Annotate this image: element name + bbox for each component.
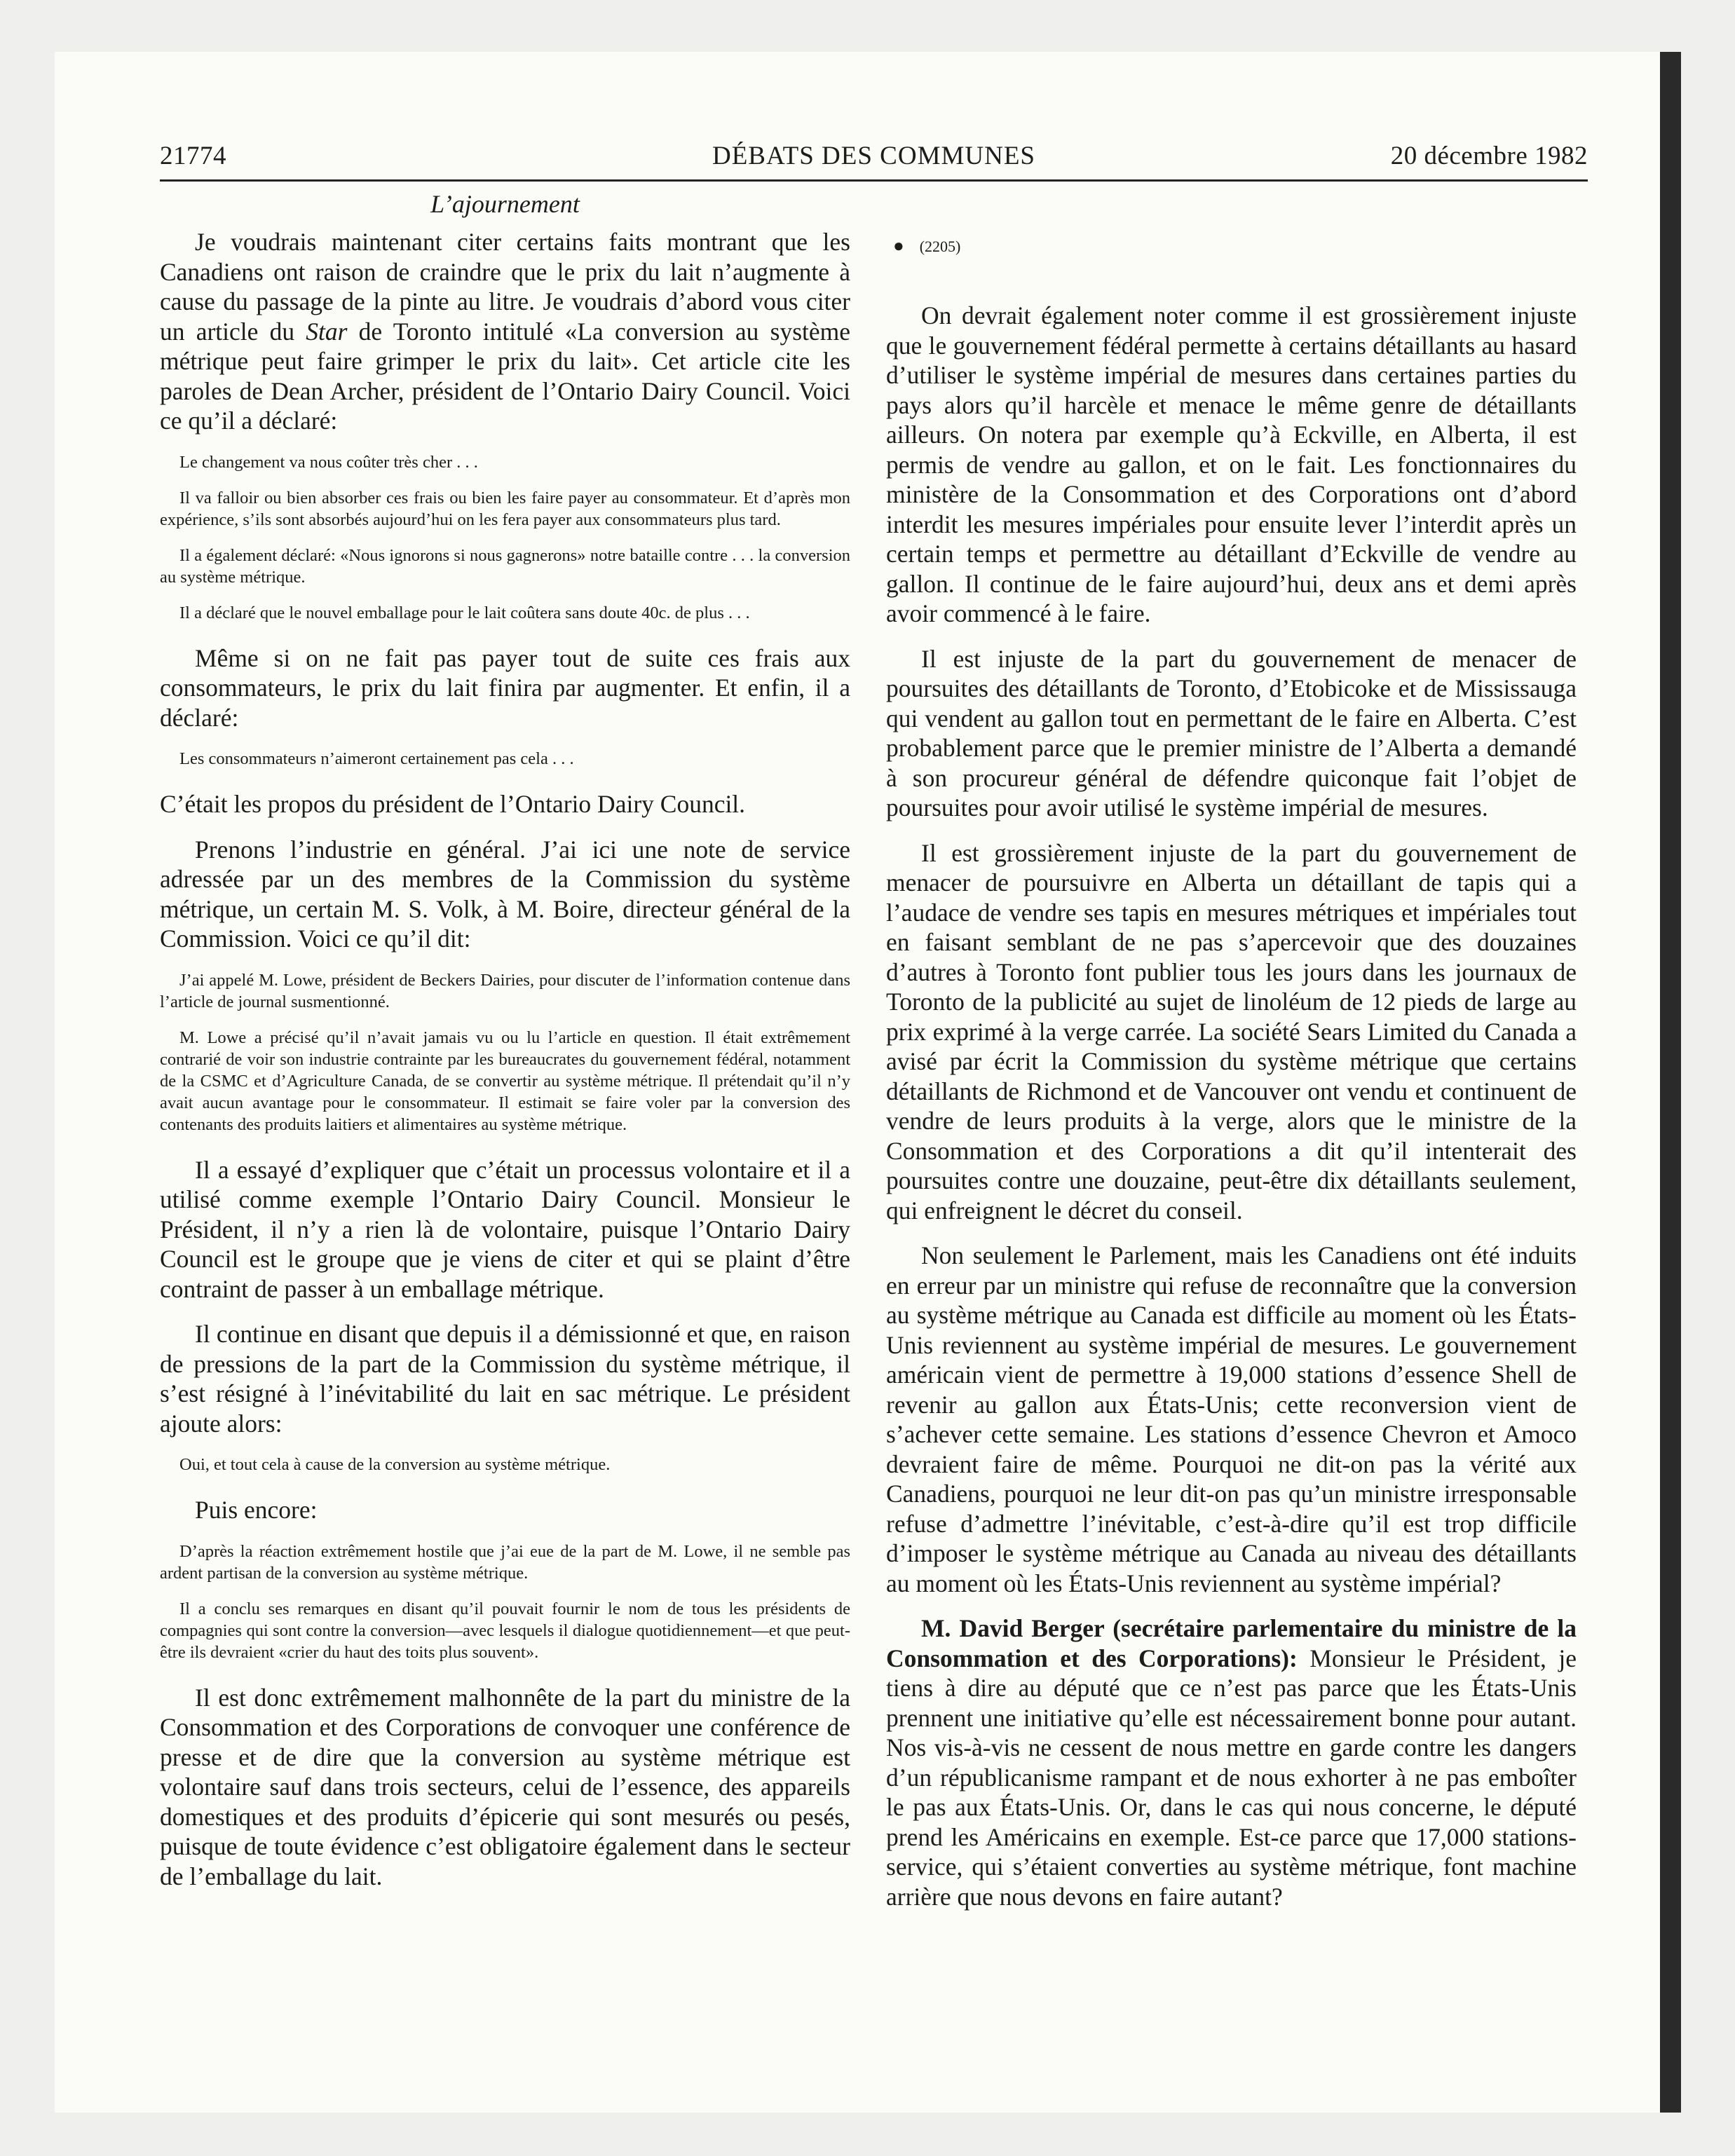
paragraph: Puis encore: — [195, 1496, 318, 1524]
sitting-date: 20 décembre 1982 — [1390, 142, 1588, 170]
newspaper-name: Star — [306, 317, 348, 346]
time-marker — [893, 236, 1577, 257]
quotation: J’ai appelé M. Lowe, président de Beckers Dairies, pour discuter de l’information contenue dans l’article de journal susmentionné. — [160, 970, 850, 1011]
bullet-icon: ● — [893, 236, 904, 256]
right-column — [886, 236, 1577, 1927]
paragraph: Il est donc extrêmement malhonnête de la part du ministre de la Consommation et des Corporations de convoquer une conférence de presse et de dire que la conversion au système métrique est volontaire sauf dans trois secteurs, celui de l’essence, des appareils domestiques et des produits d’épicerie qui sont mesurés ou pesés, puisque de toute évidence c’est obligatoire également dans le secteur de l’emballage du lait. — [160, 1683, 850, 1890]
paragraph: Non seulement le Parlement, mais les Canadiens ont été induits en erreur par un ministre qui refuse de reconnaître que la conversion au système métrique au Canada est difficile au moment où les États-Unis reviennent au système impérial de mesures. Le gouvernement américain vient de permettre à 19,000 stations d’essence Shell de revenir au gallon aux États-Unis; cette reconversion vient de s’achever cette semaine. Les stations d’essence Chevron et Amoco devraient faire de même. Pourquoi ne dit-on pas la vérité aux Canadiens, pourquoi ne leur dit-on pas qu’un ministre irresponsable refuse d’admettre l’inévitable, c’est-à-dire qu’il est trop difficile d’imposer le système métrique au Canada au niveau des détaillants au moment où les États-Unis reviennent au système impérial? — [886, 1241, 1577, 1597]
quotation: Il a déclaré que le nouvel emballage pour le lait coûtera sans doute 40c. de plus . . . — [179, 603, 750, 622]
left-column — [160, 188, 850, 1906]
paragraph: Il est grossièrement injuste de la part du gouvernement de menacer de poursuivre en Alberta un détaillant de tapis qui a l’audace de vendre ses tapis en mesures métriques et impériales tout en faisant semblant de ne pas s’apercevoir que des douzaines d’autres à Toronto font publier tous les jours dans les journaux de Toronto de la publicité au sujet de linoléum de 12 pieds de large au prix exprimé à la verge carrée. La société Sears Limited du Canada a avisé par écrit la Commission du système métrique que certains détaillants de Richmond et de Vancouver ont vendu et continuent de vendre de leurs produits à la verge, alors que le ministre de la Consommation et des Corporations a dit qu’il intenterait des poursuites contre une douzaine, peut-être dix détaillants seulement, qui enfreignent le décret du conseil. — [886, 838, 1577, 1224]
speaker-name: M. David Berger (secrétaire parlementaire du ministre de la Consommation et des Corporations): — [886, 1614, 1577, 1672]
paragraph — [160, 227, 850, 436]
quotation: Les consommateurs n’aimeront certainement pas cela . . . — [179, 749, 574, 768]
page-header — [160, 140, 1588, 182]
time-marker-text: (2205) — [919, 238, 961, 255]
paragraph-text: Monsieur le Président, je tiens à dire au député que ce n’est pas parce que les États-Unis prennent une initiative qu’elle est nécessairement bonne pour autant. Nos vis-à-vis ne cessent de nous mettre en garde contre les dangers d’un républicanisme rampant et de nous exhorter à ne pas emboîter le pas aux États-Unis. Or, dans le cas qui nous concerne, le député prend les Américains en exemple. Est-ce parce que 17,000 stations-service, qui s’étaient converties au système métrique, font machine arrière que nous devons en faire autant? — [886, 1644, 1577, 1911]
paragraph: Il est injuste de la part du gouvernement de menacer de poursuites des détaillants de Toronto, d’Etobicoke et de Mississauga qui vendent au gallon tout en permettant de le faire en Alberta. C’est probablement parce que le premier ministre de l’Alberta a demandé à son procureur général de défendre quiconque fait l’objet de poursuites pour avoir utilisé le système impérial de mesures. — [886, 644, 1577, 821]
quotation: M. Lowe a précisé qu’il n’avait jamais vu ou lu l’article en question. Il était extrêmement contrarié de voir son industrie contrainte par les bureaucrates du gouvernement fédéral, notamment de la CSMC et d’Agriculture Canada, de se convertir au système métrique. Il prétendait qu’il n’y avait aucun avantage pour le consommateur. Il estimait se faire voler par la conversion des contenants des produits laitiers et alimentaires au système métrique. — [160, 1028, 850, 1134]
paragraph: Prenons l’industrie en général. J’ai ici une note de service adressée par un des membres de la Commission du système métrique, un certain M. S. Volk, à M. Boire, directeur général de la Commission. Voici ce qu’il dit: — [160, 835, 850, 953]
quotation: Il a également déclaré: «Nous ignorons si nous gagnerons» notre bataille contre . . . la conversion au système métrique. — [160, 545, 850, 587]
paragraph — [886, 1613, 1577, 1911]
binding-edge — [1660, 52, 1681, 2113]
paragraph-text: de Toronto intitulé «La conversion au système métrique peut faire grimper le prix du lait». Cet article cite les paroles de Dean Archer, président de l’Ontario Dairy Council. Voici ce qu’il a déclaré: — [160, 317, 850, 435]
quotation: Oui, et tout cela à cause de la conversion au système métrique. — [179, 1455, 611, 1474]
paragraph: Il continue en disant que depuis il a démissionné et que, en raison de pressions de la part de la Commission du système métrique, il s’est résigné à l’inévitabilité du lait en sac métrique. Le président ajoute alors: — [160, 1320, 850, 1438]
quotation: D’après la réaction extrêmement hostile que j’ai eue de la part de M. Lowe, il ne semble pas ardent partisan de la conversion au système métrique. — [160, 1541, 850, 1583]
paragraph-text: Je voudrais maintenant citer certains faits montrant que les Canadiens ont raison de craindre que le prix du lait n’augmente à cause du passage de la pinte au litre. Je voudrais d’abord vous citer un article du — [160, 228, 850, 346]
quotation: Le changement va nous coûter très cher . . . — [179, 452, 478, 472]
page-number: 21774 — [160, 142, 226, 170]
quotation: Il a conclu ses remarques en disant qu’il pouvait fournir le nom de tous les présidents de compagnies qui sont contre la conversion—avec lesquels il dialogue quotidiennement—et que peut-être ils devraient «crier du haut des toits plus souvent». — [160, 1599, 850, 1662]
paragraph: Même si on ne fait pas payer tout de suite ces frais aux consommateurs, le prix du lait finira par augmenter. Et enfin, il a déclaré: — [160, 643, 850, 732]
paragraph: On devrait également noter comme il est grossièrement injuste que le gouvernement fédéral permette à certains détaillants au hasard d’utiliser le système impérial de mesures dans certaines parties du pays alors qu’il harcèle et menace le même genre de détaillants ailleurs. On notera par exemple qu’à Eckville, en Alberta, il est permis de vendre au gallon, et on le fait. Les fonctionnaires du ministère de la Consommation et des Corporations ont d’abord interdit les mesures impériales pour ensuite lever l’interdit après un certain temps et permettre au détaillant d’Eckville de vendre au gallon. Il continue de le faire aujourd’hui, deux ans et demi après avoir commencé à le faire. — [886, 301, 1577, 627]
quotation: Il va falloir ou bien absorber ces frais ou bien les faire payer au consommateur. Et d’après mon expérience, s’ils sont absorbés aujourd’hui on les fera payer aux consommateurs plus tard. — [160, 488, 850, 529]
paragraph: Il a essayé d’expliquer que c’était un processus volontaire et il a utilisé comme exemple l’Ontario Dairy Council. Monsieur le Président, il n’y a rien là de volontaire, puisque l’Ontario Dairy Council est le groupe que je viens de citer et qui se plaint d’être contraint de passer à un emballage métrique. — [160, 1155, 850, 1303]
paragraph: C’était les propos du président de l’Ontario Dairy Council. — [160, 790, 746, 818]
section-title: L’ajournement — [430, 190, 580, 218]
journal-title: DÉBATS DES COMMUNES — [712, 142, 1035, 170]
